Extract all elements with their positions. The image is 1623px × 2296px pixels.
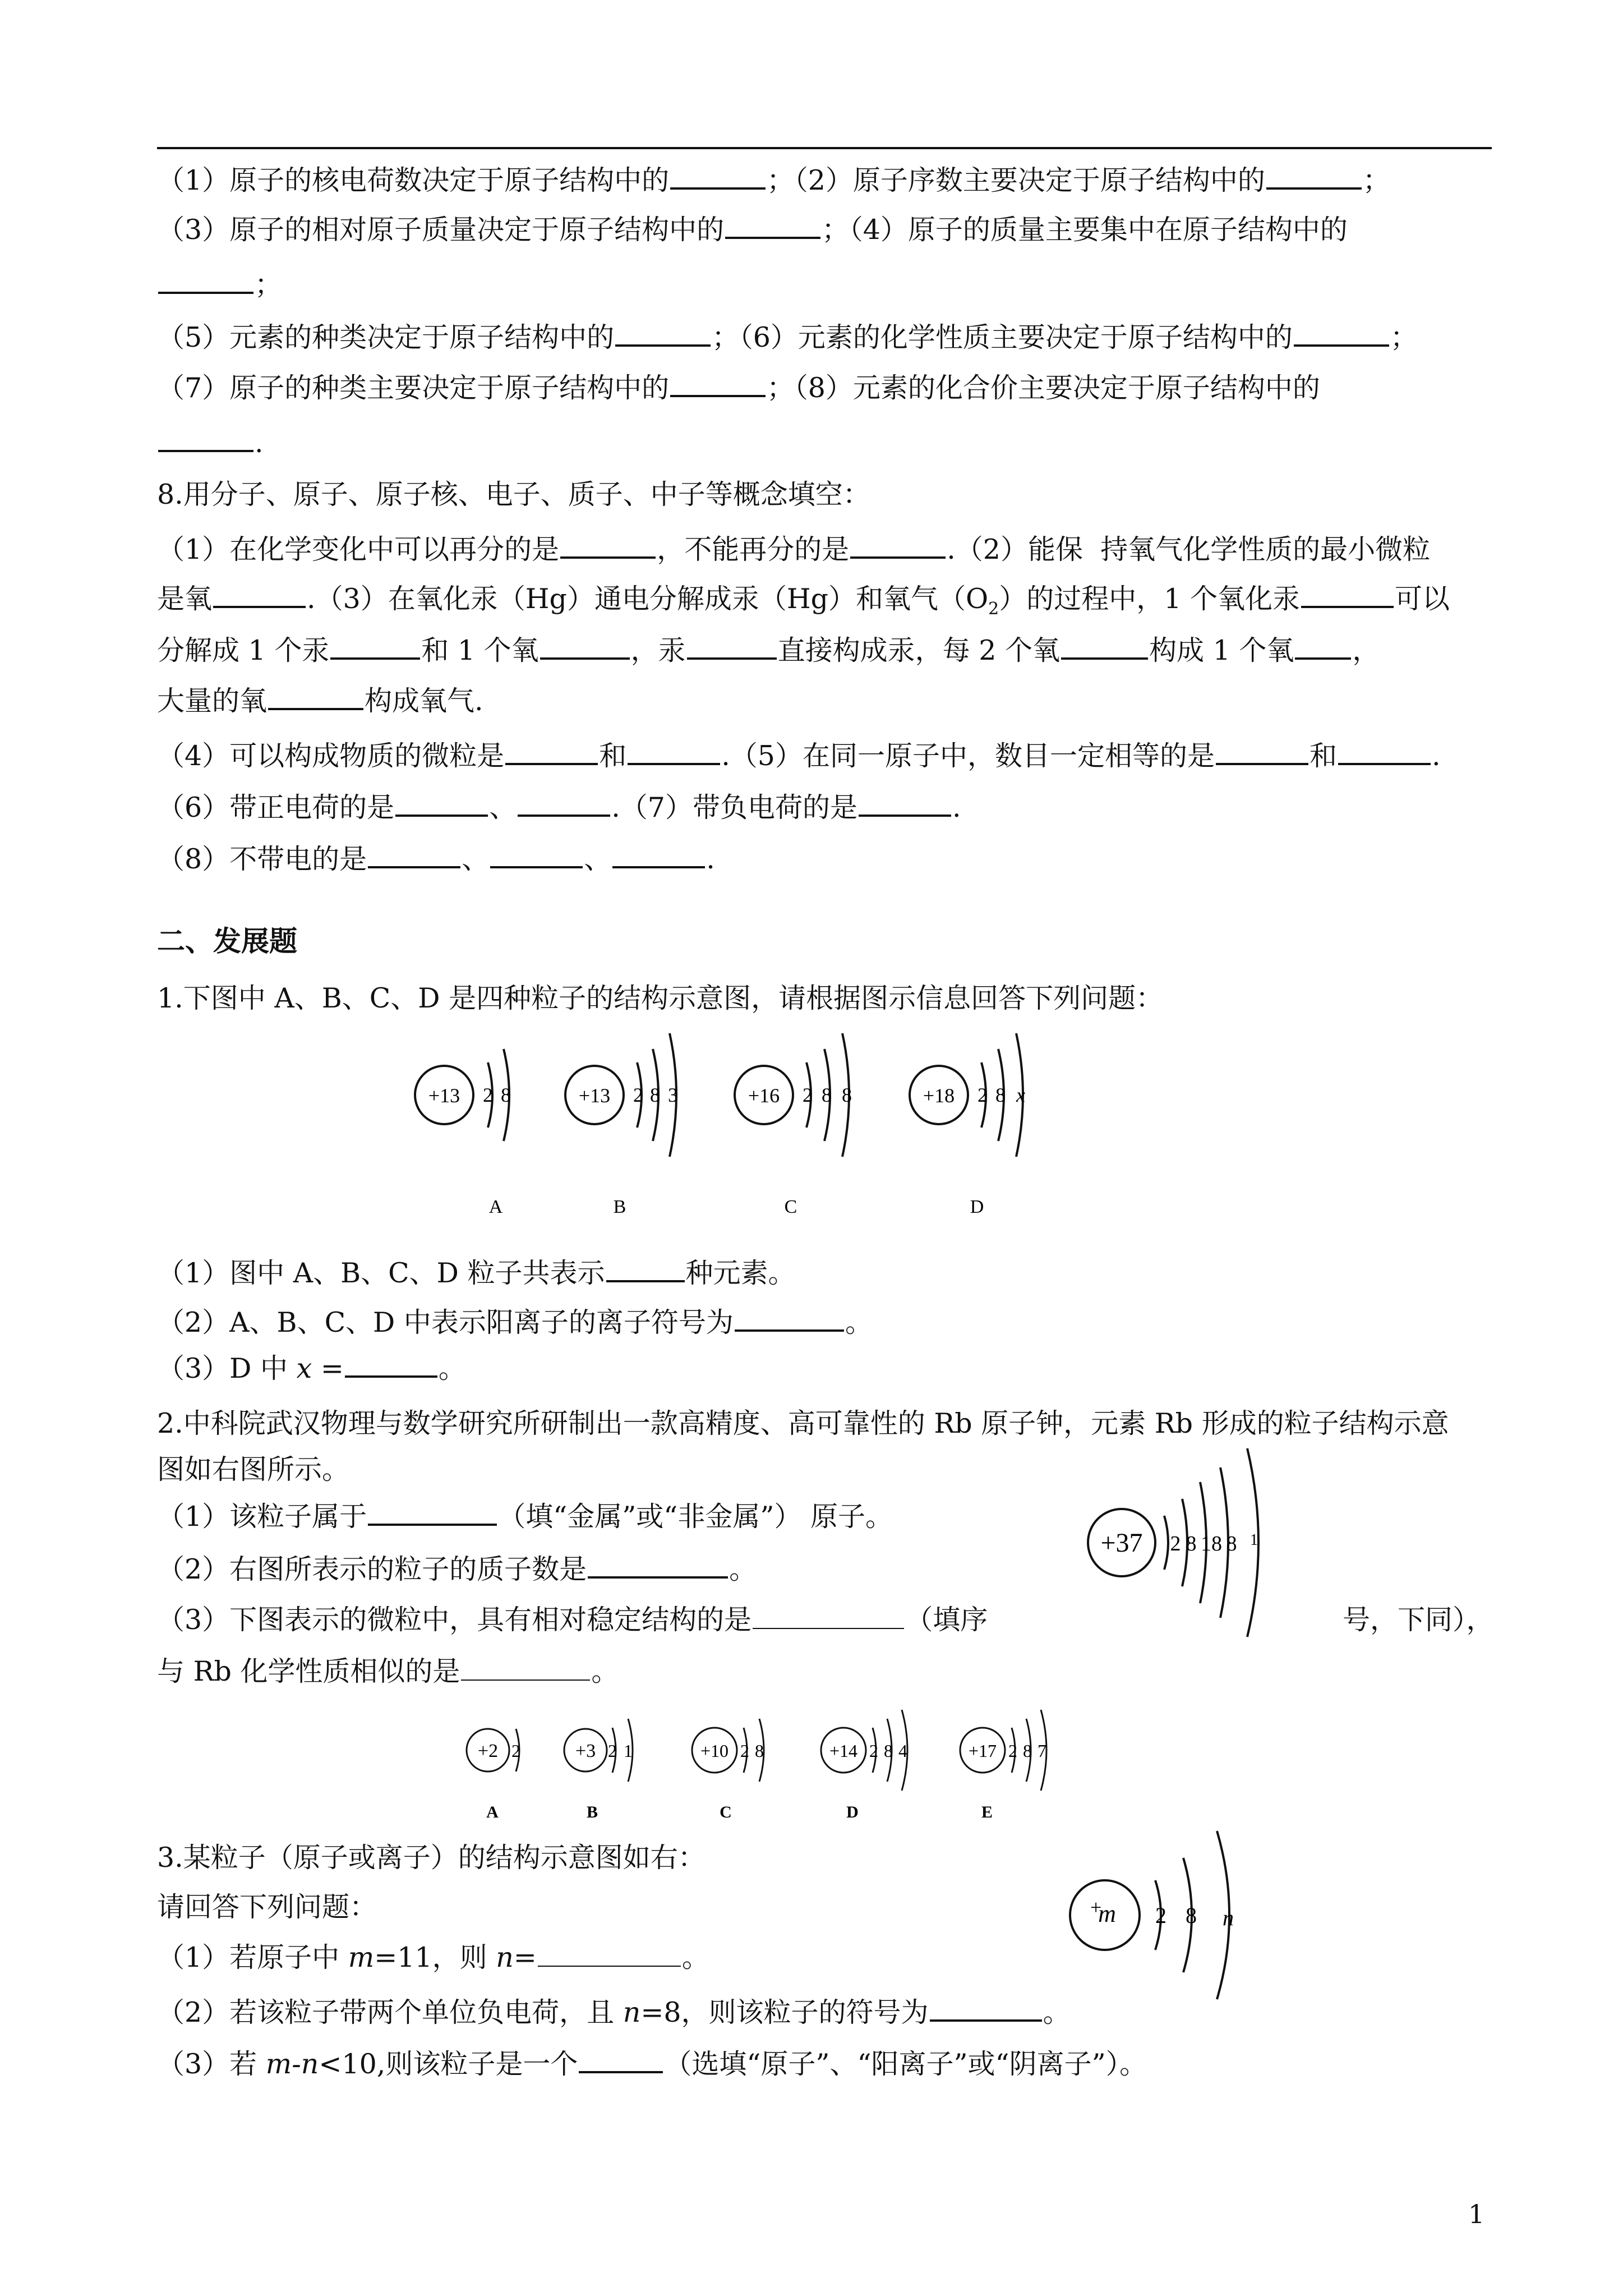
- q3-stem: 3.某粒子（原子或离子）的结构示意图如右：: [157, 1842, 706, 1874]
- svg-text:x: x: [1016, 1084, 1025, 1106]
- blank[interactable]: [540, 633, 630, 660]
- svg-text:1: 1: [1250, 1531, 1258, 1549]
- svg-text:+17: +17: [968, 1741, 997, 1761]
- q3-part-1: （1）若原子中 m=11，则 n= 。: [157, 1941, 709, 1973]
- blank[interactable]: [538, 1941, 681, 1967]
- blank[interactable]: [213, 581, 306, 608]
- blank[interactable]: [1295, 633, 1351, 660]
- atom-diagram-c: [735, 1033, 852, 1217]
- line-6: .: [157, 425, 264, 460]
- svg-text:+37: +37: [1100, 1528, 1143, 1558]
- line-4: （5）元素的种类决定于原子结构中的 ；（6）元素的化学性质主要决定于原子结构中的 ；: [157, 320, 1418, 355]
- line-12: （4）可以构成物质的微粒是 和 .（5）在同一原子中，数目一定相等的是 和 .: [157, 738, 1441, 773]
- svg-text:2: 2: [1170, 1532, 1181, 1556]
- page-number: 1: [1468, 2199, 1485, 2229]
- blank[interactable]: [579, 2046, 663, 2073]
- q2-small-diagrams: [449, 1700, 1099, 1829]
- blank[interactable]: [158, 267, 253, 294]
- svg-text:+13: +13: [578, 1084, 611, 1107]
- line-14: （8）不带电的是 、 、 .: [157, 841, 715, 876]
- svg-text:+13: +13: [428, 1084, 460, 1107]
- blank[interactable]: [628, 738, 720, 765]
- svg-text:8: 8: [755, 1741, 764, 1761]
- svg-text:2: 2: [633, 1084, 643, 1106]
- blank[interactable]: [725, 212, 820, 239]
- blank[interactable]: [930, 1995, 1042, 2022]
- svg-text:1: 1: [624, 1741, 633, 1761]
- svg-text:A: A: [486, 1803, 499, 1821]
- svg-text:3: 3: [668, 1084, 678, 1106]
- svg-text:n: n: [1223, 1905, 1234, 1930]
- section-heading: 二、发展题: [157, 925, 297, 958]
- svg-text:8: 8: [995, 1084, 1006, 1106]
- blank[interactable]: [588, 1552, 728, 1579]
- svg-text:B: B: [613, 1197, 626, 1217]
- svg-text:8: 8: [1186, 1903, 1197, 1928]
- header-rule: [157, 147, 1492, 149]
- question-8-stem: 8.用分子、原子、原子核、电子、质子、中子等概念填空：: [157, 478, 870, 510]
- blank[interactable]: [606, 1255, 685, 1282]
- svg-text:2: 2: [1008, 1741, 1017, 1761]
- q2-part-4: 与 Rb 化学性质相似的是 。: [157, 1655, 619, 1687]
- svg-text:+: +: [1090, 1896, 1102, 1918]
- svg-text:4: 4: [898, 1741, 907, 1761]
- svg-text:2: 2: [869, 1741, 878, 1761]
- small-diagram-b: [564, 1719, 633, 1821]
- q2-part-2: （2）右图所表示的粒子的质子数是 。: [157, 1552, 757, 1586]
- svg-text:C: C: [784, 1197, 797, 1217]
- line-3: ；: [157, 267, 282, 302]
- blank[interactable]: [1301, 581, 1394, 608]
- svg-text:2: 2: [608, 1741, 617, 1761]
- svg-text:8: 8: [501, 1084, 511, 1106]
- blank[interactable]: [395, 790, 488, 817]
- blank[interactable]: [368, 841, 460, 868]
- q3-part-3: （3）若 m-n<10,则该粒子是一个 （选填“原子”、“阳离子”或“阴离子”）。: [157, 2046, 1147, 2081]
- blank[interactable]: [735, 1305, 844, 1332]
- svg-text:+14: +14: [829, 1741, 858, 1761]
- q2-stem-2: 图如右图所示。: [157, 1453, 350, 1485]
- blank[interactable]: [687, 633, 777, 660]
- q1-part-3: （3）D 中 x = 。: [157, 1351, 466, 1386]
- line-5: （7）原子的种类主要决定于原子结构中的 ；（8）元素的化合价主要决定于原子结构中的: [157, 370, 1320, 405]
- q1-stem: 1.下图中 A、B、C、D 是四种粒子的结构示意图，请根据图示信息回答下列问题：: [157, 982, 1164, 1014]
- q3-atom-diagram: [1054, 1812, 1290, 2019]
- blank[interactable]: [461, 1655, 590, 1681]
- q3-part-2: （2）若该粒子带两个单位负电荷，且 n=8，则该粒子的符号为 。: [157, 1995, 1071, 2030]
- svg-text:18: 18: [1201, 1532, 1222, 1556]
- blank[interactable]: [670, 163, 766, 190]
- svg-text:8: 8: [842, 1084, 852, 1106]
- q2-part-1: （1）该粒子属于 （填“金属”或“非金属”） 原子。: [157, 1499, 893, 1534]
- q3-ask: 请回答下列问题：: [157, 1891, 377, 1923]
- svg-text:A: A: [488, 1197, 503, 1217]
- line-11: 大量的氧 构成氧气.: [157, 683, 483, 718]
- atom-diagram-a: [415, 1049, 511, 1217]
- svg-text:8: 8: [1226, 1532, 1237, 1556]
- blank[interactable]: [368, 1499, 497, 1526]
- blank[interactable]: [859, 790, 951, 817]
- blank[interactable]: [505, 738, 598, 765]
- svg-text:2: 2: [1155, 1903, 1166, 1928]
- svg-text:7: 7: [1038, 1741, 1046, 1761]
- svg-text:8: 8: [822, 1084, 832, 1106]
- blank[interactable]: [560, 532, 656, 559]
- line-13: （6）带正电荷的是 、 .（7）带负电荷的是 .: [157, 790, 961, 825]
- blank[interactable]: [345, 1351, 437, 1378]
- q1-part-2: （2）A、B、C、D 中表示阳离子的离子符号为 。: [157, 1305, 873, 1340]
- small-diagram-e: [960, 1710, 1046, 1821]
- blank[interactable]: [490, 841, 583, 868]
- q1-part-1: （1）图中 A、B、C、D 粒子共表示 种元素。: [157, 1255, 796, 1290]
- q2-part-3: （3）下图表示的微粒中，具有相对稳定结构的是 （填序: [157, 1604, 988, 1636]
- svg-text:8: 8: [884, 1741, 893, 1761]
- blank[interactable]: [330, 633, 420, 660]
- svg-text:+10: +10: [700, 1741, 729, 1761]
- svg-text:+3: +3: [575, 1741, 596, 1761]
- svg-text:m: m: [1098, 1900, 1116, 1927]
- svg-text:2: 2: [978, 1084, 988, 1106]
- line-1: （1）原子的核电荷数决定于原子结构中的 ；（2）原子序数主要决定于原子结构中的 ；: [157, 163, 1390, 197]
- svg-text:E: E: [981, 1803, 993, 1821]
- svg-text:8: 8: [650, 1084, 660, 1106]
- svg-text:B: B: [586, 1803, 598, 1821]
- blank[interactable]: [1266, 163, 1362, 190]
- svg-text:2: 2: [803, 1084, 813, 1106]
- rb-atom-diagram: [1077, 1447, 1335, 1644]
- blank[interactable]: [1061, 633, 1148, 660]
- svg-text:+16: +16: [748, 1084, 780, 1107]
- blank[interactable]: [268, 683, 363, 710]
- line-8: （1）在化学变化中可以再分的是 ，不能再分的是 .（2）能保 持氧气化学性质的最小微粒: [157, 532, 1430, 567]
- q2-stem-1: 2.中科院武汉物理与数学研究所研制出一款高精度、高可靠性的 Rb 原子钟，元素 Rb 形成的粒子结构示意: [157, 1407, 1449, 1439]
- svg-text:2: 2: [483, 1084, 493, 1106]
- line-9: 是氧 .（3）在氧化汞（Hg）通电分解成汞（Hg）和氧气$(O_2)$的过程中，1 个氧化汞 可以: [157, 581, 1450, 626]
- svg-text:2: 2: [511, 1741, 520, 1761]
- blank[interactable]: [1294, 320, 1389, 347]
- blank[interactable]: [1338, 738, 1431, 765]
- blank[interactable]: [850, 532, 946, 559]
- svg-text:C: C: [720, 1803, 732, 1821]
- blank[interactable]: [1216, 738, 1308, 765]
- svg-text:D: D: [846, 1803, 859, 1821]
- line-10: 分解成 1 个汞 和 1 个氧 ，汞 直接构成汞，每 2 个氧 构成 1 个氧 ，: [157, 633, 1380, 668]
- svg-text:+18: +18: [923, 1084, 955, 1107]
- svg-text:+2: +2: [477, 1741, 499, 1761]
- blank[interactable]: [670, 370, 766, 397]
- svg-text:8: 8: [1186, 1532, 1197, 1556]
- svg-text:8: 8: [1023, 1741, 1032, 1761]
- blank[interactable]: [753, 1603, 904, 1629]
- atom-diagram-b: [565, 1033, 678, 1217]
- small-diagram-a: [467, 1729, 520, 1821]
- blank[interactable]: [615, 320, 711, 347]
- atom-diagram-d: [910, 1033, 1025, 1217]
- q1-diagrams: [393, 1021, 1122, 1217]
- line-2: （3）原子的相对原子质量决定于原子结构中的 ；（4）原子的质量主要集中在原子结构中的: [157, 212, 1348, 247]
- blank[interactable]: [158, 425, 253, 452]
- svg-text:2: 2: [740, 1741, 749, 1761]
- svg-text:D: D: [970, 1197, 984, 1217]
- q2-part-3-tail: 号，下同），: [1343, 1604, 1494, 1636]
- blank[interactable]: [612, 841, 705, 868]
- small-diagram-c: [692, 1719, 764, 1821]
- blank[interactable]: [518, 790, 610, 817]
- small-diagram-d: [821, 1710, 907, 1821]
